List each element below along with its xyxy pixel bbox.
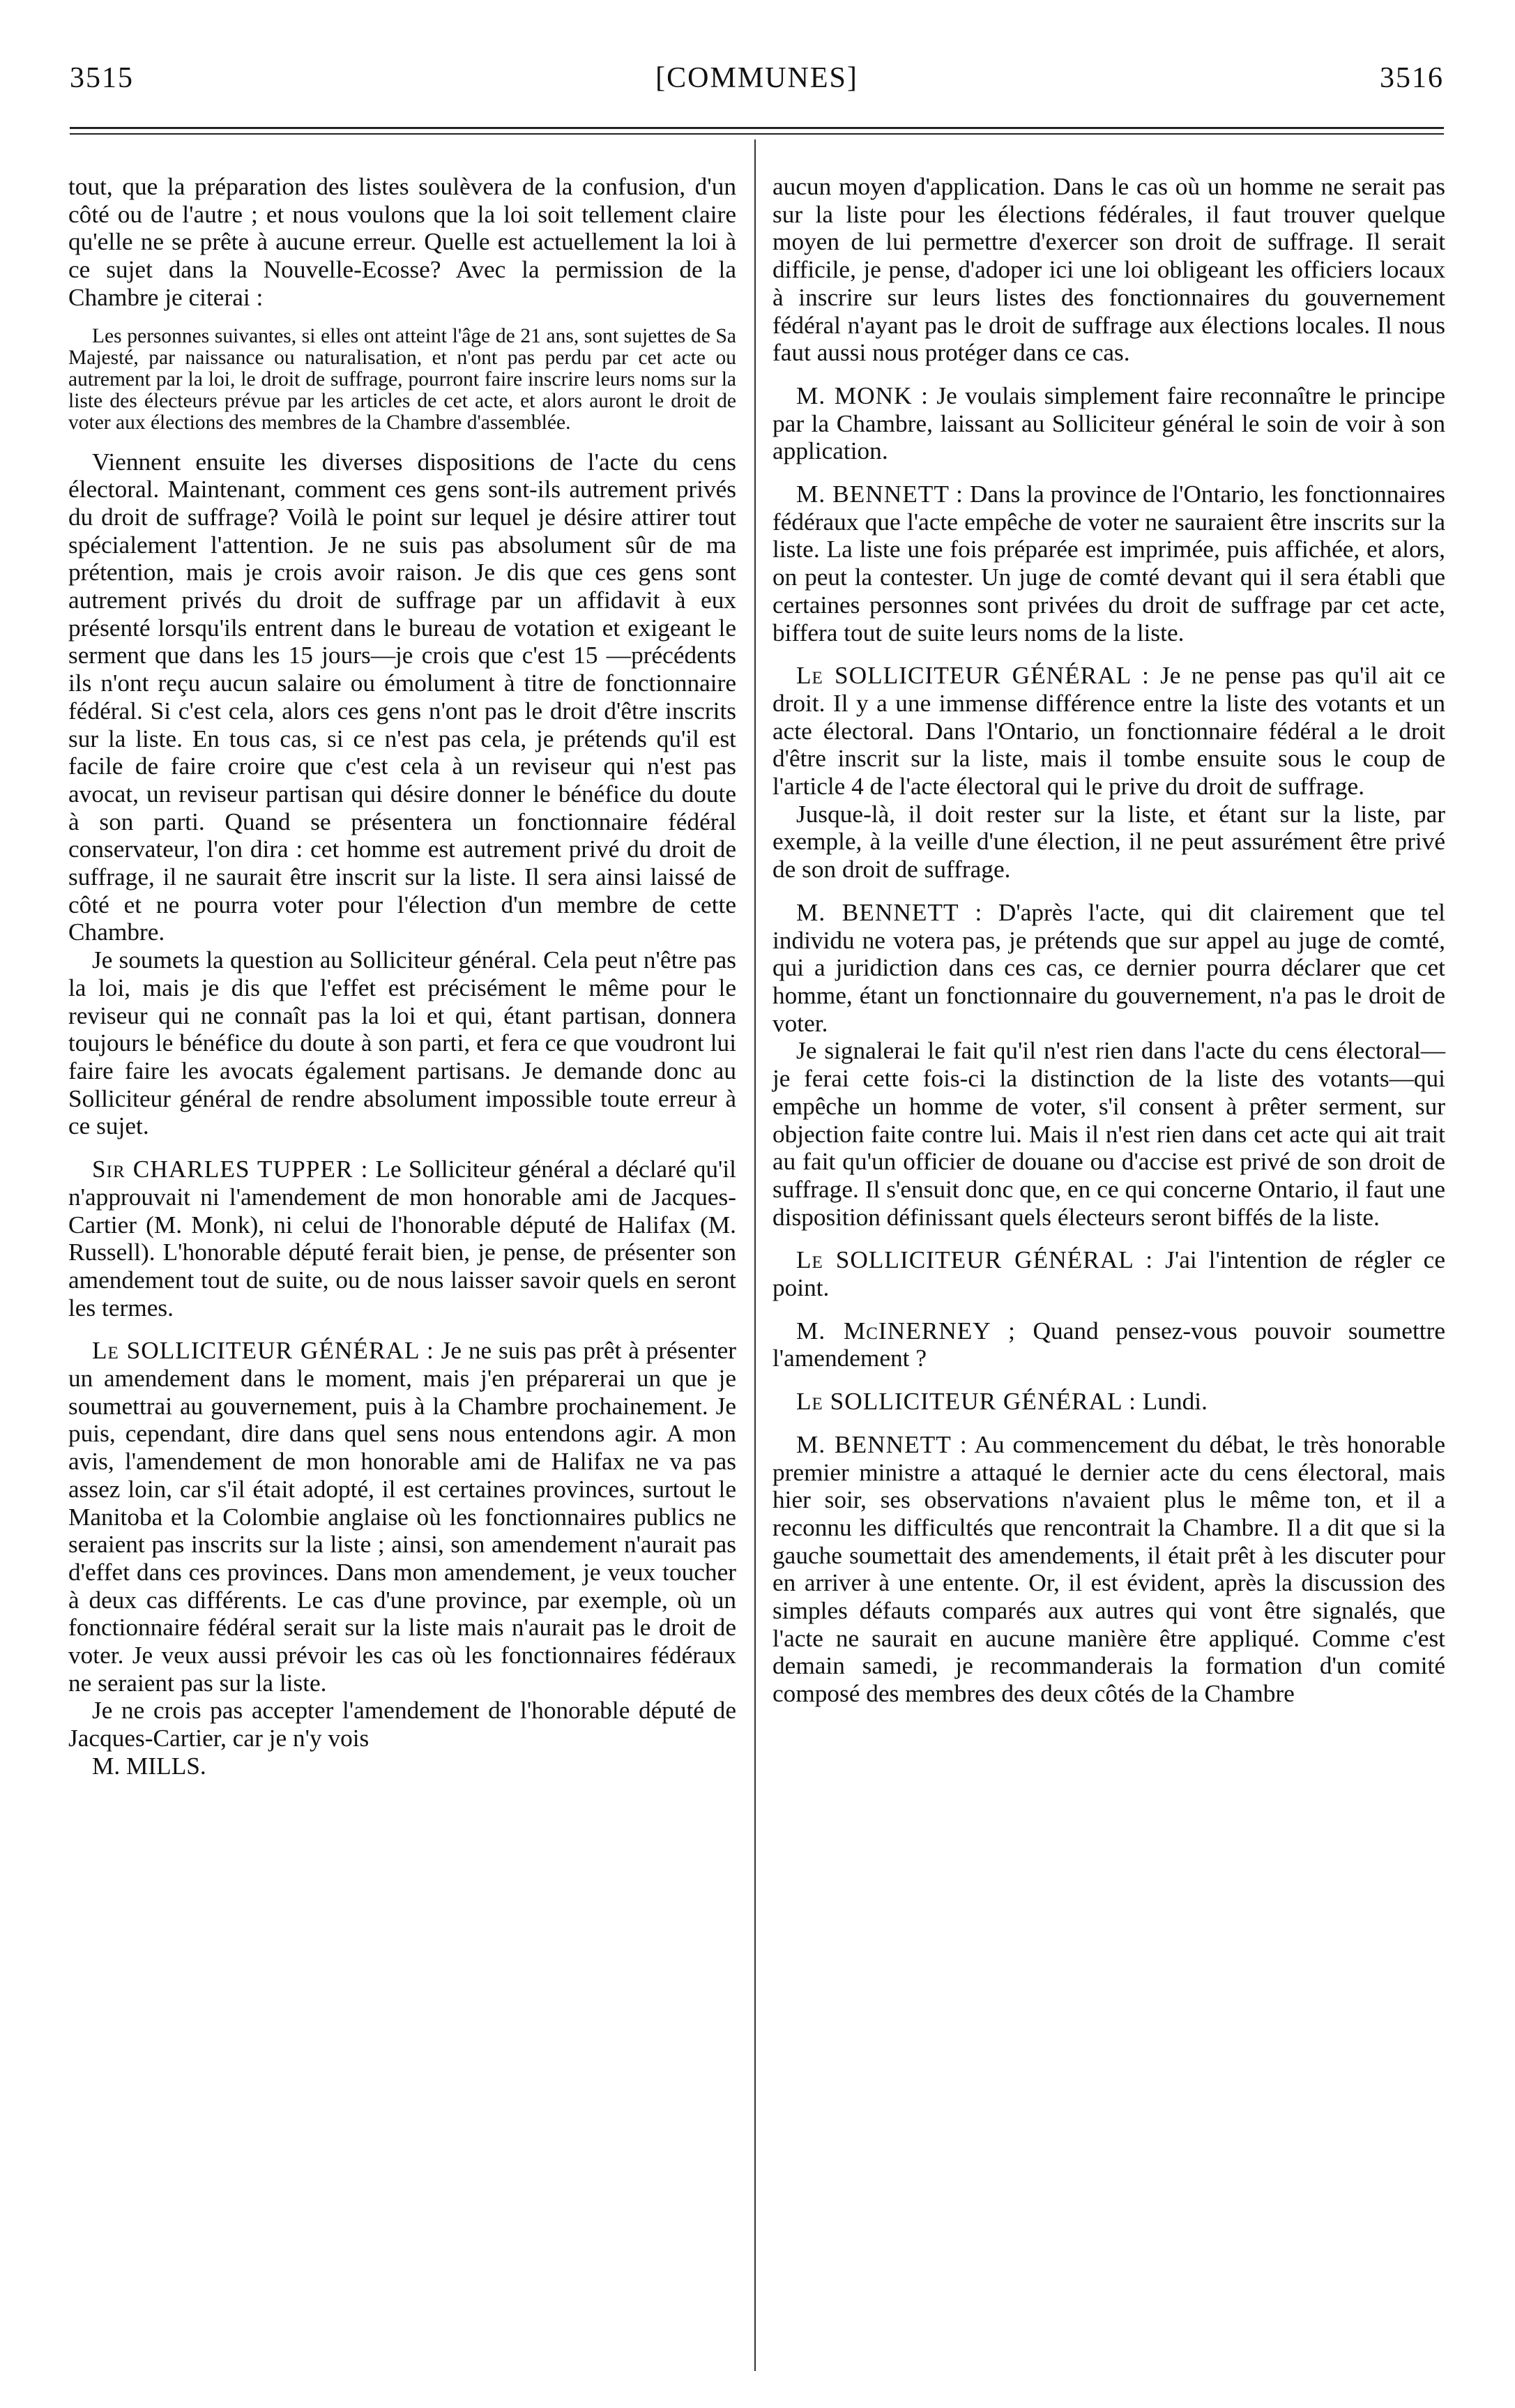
statute-quotation: Les personnes suivantes, si elles ont atteint l'âge de 21 ans, sont sujettes de Sa Majesté, par naissance ou naturalisation, et n'ont pas perdu par cet acte ou autrement par la loi, le droit de suffrage, pourront faire inscrire leurs noms sur la liste des électeurs prévue par les articles de cet acte, et alors auront le droit de voter aux élections des membres de la Chambre d'assemblée. (68, 324, 736, 434)
paragraph: Jusque-là, il doit rester sur la liste, et étant sur la liste, par exemple, à la veille d'une élection, il ne peut assurément être privé de son droit de suffrage. (772, 800, 1445, 884)
right-column (772, 173, 1445, 1708)
speaker-name: Le SOLLICITEUR GÉNÉRAL : (796, 662, 1150, 690)
speech-paragraph (772, 1431, 1445, 1708)
speech-text: D'après l'acte, qui dit clairement que tel individu ne votera pas, je prétends que sur appel au juge de comté, qui a juridiction dans ces cas, ce dernier pourra déclarer que cet homme, étant un fonctionnaire du gouvernement, n'a pas le droit de voter. (772, 898, 1445, 1037)
paragraph: Je soumets la question au Solliciteur général. Cela peut n'être pas la loi, mais je dis que l'effet est précisément le même pour le reviseur qui ne connaît pas la loi et qui, étant partisan, donnera toujours le bénéfice du doute à son parti, et fera ce que voudront lui faire faire les avocats également partisans. Je demande donc au Solliciteur général de rendre absolument impossible toute erreur à ce sujet. (68, 946, 736, 1140)
speaker-name: M. McINERNEY ; (796, 1317, 1016, 1345)
speech-text: Je voulais simplement faire reconnaître le principe par la Chambre, laissant au Solliciteur général le soin de voir à son application. (772, 381, 1445, 465)
speaker-name: M. BENNETT : (796, 898, 983, 926)
speech-text: Je ne pense pas qu'il ait ce droit. Il y a une immense différence entre la liste des votants et un acte électoral. Dans l'Ontario, un fonctionnaire fédéral a le droit d'être inscrit sur la liste, mais il tombe ensuite sous le coup de l'article 4 de l'acte électoral qui le prive du droit de suffrage. (772, 662, 1445, 801)
page-number-left: 3515 (70, 62, 134, 94)
left-column (68, 173, 736, 1780)
column-divider (754, 139, 756, 2371)
paragraph: tout, que la préparation des listes soulèvera de la confusion, d'un côté ou de l'autre ; et nous voulons que la loi soit tellement claire qu'elle ne se prête à aucune erreur. Quelle est actuellement la loi à ce sujet dans la Nouvelle-Ecosse? Avec la permission de la Chambre je citerai : (68, 173, 736, 311)
paragraph: Je signalerai le fait qu'il n'est rien dans l'acte du cens électoral—je ferai cette fois-ci la distinction de la liste des votants—qui empêche un homme de voter, s'il consent à prêter serment, sur objection faite contre lui. Mais il n'est rien dans cet acte qui ait trait au fait qu'un officier de douane ou d'accise est privé de son droit de suffrage. Il s'ensuit donc que, en ce qui concerne Ontario, il faut une disposition définissant quels électeurs seront biffés de la liste. (772, 1037, 1445, 1231)
speaker-footer: M. MILLS. (92, 1752, 206, 1780)
speaker-name: Le SOLLICITEUR GÉNÉRAL : (796, 1246, 1154, 1274)
speech-text: J'ai l'intention de régler ce point. (772, 1246, 1445, 1302)
speech-paragraph (772, 1317, 1445, 1372)
header-rule-top (70, 127, 1444, 129)
speech-paragraph (772, 1246, 1445, 1301)
speaker-name: Le SOLLICITEUR GÉNÉRAL : (796, 1388, 1136, 1416)
speech-text: Lundi. (1136, 1388, 1208, 1416)
speech-paragraph (68, 1337, 736, 1697)
header-rule-bottom (70, 133, 1444, 135)
speaker-name: Le SOLLICITEUR GÉNÉRAL : (92, 1337, 434, 1365)
speech-text: Au commencement du débat, le très honorable premier ministre a attaqué le dernier acte du cens électoral, mais hier soir, ses observations n'avaient plus le même ton, et il a reconnu les difficultés que rencontrait la Chambre. Il a dit que si la gauche soumettait des amendements, il était prêt à les discuter pour en arriver à une entente. Or, il est évident, après la discussion des simples défauts comparés aux autres qui vont être signalés, que l'acte ne saurait en aucune manière être appliqué. Comme c'est demain samedi, je recommanderais la formation d'un comité composé des membres des deux côtés de la Chambre (772, 1430, 1445, 1708)
paragraph: aucun moyen d'application. Dans le cas où un homme ne serait pas sur la liste pour les élections fédérales, il faut trouver quelque moyen de lui permettre d'exercer son droit de suffrage. Il serait difficile, je pense, d'adoper ici une loi obligeant les officiers locaux à inscrire sur leurs listes des fonctionnaires du gouvernement fédéral n'ayant pas le droit de suffrage aux élections locales. Il nous faut aussi nous protéger dans ce cas. (772, 173, 1445, 367)
speech-text: Dans la province de l'Ontario, les fonctionnaires fédéraux que l'acte empêche de voter ne sauraient être inscrits sur la liste. La liste une fois préparée est imprimée, puis affichée, et alors, on peut la contester. Un juge de comté devant qui il sera établi que certaines personnes sont privées du droit de suffrage par cet acte, biffera tout de suite leurs noms de la liste. (772, 480, 1446, 646)
speech-paragraph (772, 1388, 1445, 1416)
speech-paragraph (772, 662, 1445, 801)
speech-paragraph (772, 899, 1445, 1038)
speaker-name: M. BENNETT : (796, 1430, 968, 1458)
speech-paragraph (772, 382, 1445, 465)
speech-text: Le Solliciteur général a déclaré qu'il n'approuvait ni l'amendement de mon honorable ami de Jacques-Cartier (M. Monk), ni celui de l'honorable député de Halifax (M. Russell). L'honorable député ferait bien, je pense, de présenter son amendement tout de suite, ou de nous laisser savoir quels en seront les termes. (68, 1156, 736, 1322)
speech-text: Quand pensez-vous pouvoir soumettre l'amendement ? (772, 1317, 1445, 1372)
speaker-name: Sir CHARLES TUPPER : (92, 1156, 369, 1183)
paragraph: Je ne crois pas accepter l'amendement de l'honorable député de Jacques-Cartier, car je n'y vois (68, 1697, 736, 1752)
page-header (70, 57, 1444, 99)
speech-paragraph (68, 1156, 736, 1322)
speaker-name: M. BENNETT : (796, 480, 964, 508)
speech-text: Je ne suis pas prêt à présenter un amendement dans le moment, mais j'en préparerai un que je soumettrai au gouvernement, puis à la Chambre prochainement. Je puis, cependant, dire dans quel sens nous entendons agir. A mon avis, l'amendement de mon honorable ami de Halifax ne va pas assez loin, car s'il était adopté, il est certaines provinces, surtout le Manitoba et la Colombie anglaise où les fonctionnaires publics ne seraient pas inscrits sur la liste ; ainsi, son amendement n'aurait pas d'effet dans ces provinces. Dans mon amendement, je veux toucher à deux cas différents. Le cas d'une province, par exemple, où un fonctionnaire fédéral serait sur la liste mais n'aurait pas le droit de voter. Je veux aussi prévoir les cas où les fonctionnaires fédéraux ne seraient pas sur la liste. (68, 1337, 736, 1697)
paragraph: Viennent ensuite les diverses dispositions de l'acte du cens électoral. Maintenant, comment ces gens sont-ils autrement privés du droit de suffrage? Voilà le point sur lequel je désire attirer tout spécialement l'attention. Je ne suis pas absolument sûr de ma prétention, mais je crois avoir raison. Je dis que ces gens sont autrement privés du droit de suffrage par un affidavit à eux présenté lorsqu'ils entrent dans le bureau de votation et exigeant le serment que dans les 15 jours—je crois que c'est 15 —précédents ils n'ont reçu aucun salaire ou émolument à titre de fonctionnaire fédéral. Si c'est cela, alors ces gens n'ont pas le droit d'être inscrits sur la liste. En tous cas, si ce n'est pas cela, je prétends qu'il est facile de faire croire que c'est cela à un reviseur qui n'est pas avocat, un reviseur partisan qui désire donner le bénéfice du doute à son parti. Quand se présentera un fonctionnaire fédéral conservateur, l'on dira : cet homme est autrement privé du droit de suffrage, il ne saurait être inscrit sur la liste. Il sera ainsi laissé de côté et ne pourra voter pour l'élection d'un membre de cette Chambre. (68, 448, 736, 946)
page-number-right: 3516 (1380, 62, 1444, 94)
speech-paragraph (772, 480, 1445, 646)
running-title: [COMMUNES] (655, 62, 858, 94)
speaker-name: M. MONK : (796, 381, 929, 409)
